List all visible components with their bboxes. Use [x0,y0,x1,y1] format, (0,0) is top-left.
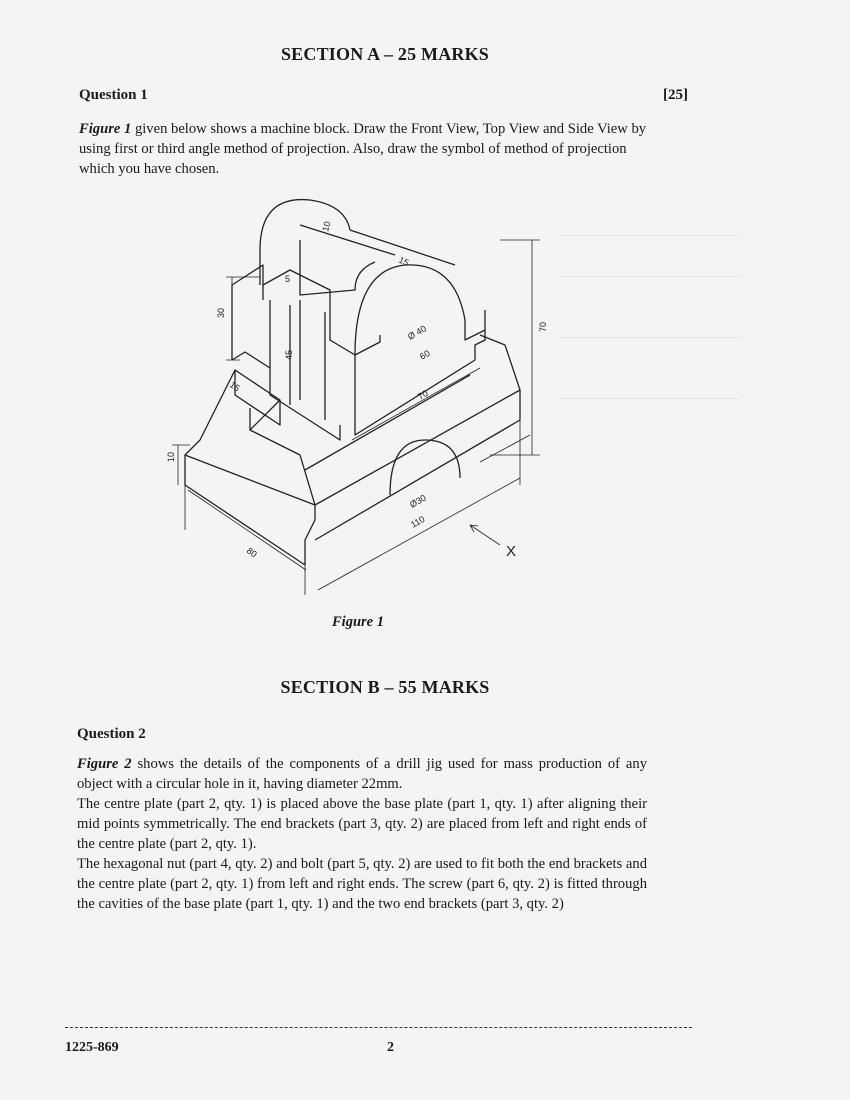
half-cylinder-side [260,240,375,295]
dim-40: Ø 40 [406,323,428,342]
half-cylinder-right [465,320,485,340]
boss-front [355,335,380,355]
dim-45: 45 [284,349,294,360]
question-2-para-1-body: shows the details of the components of a drill jig used for mass production of any object with a circular hole in it, having diameter 22mm. [77,756,647,792]
question-2-para-1 [77,754,647,794]
question-1-body: given below shows a machine block. Draw the Front View, Top View and Side View by using first or third angle method of projection. Also, draw the symbol of method of projection which you have chosen. [79,121,647,177]
question-2-para-3: The hexagonal nut (part 4, qty. 2) and bolt (part 5, qty. 2) are used to fit both the end brackets and the centre plate (part 2, qty. 1) from left and right ends. The screw (part 6, qty. 2) is fitted through the cavities of the base plate (part 1, qty. 1) and the two end brackets (part 3, qty. 2) [77,856,647,912]
base-hole [390,440,460,495]
figure-1-caption: Figure 1 [332,614,384,630]
dim-30-line [226,277,260,360]
dim-10-top: 10 [320,220,333,233]
footer-page-number: 2 [387,1040,394,1055]
base-top-edge [305,375,470,470]
view-x-label: X [506,543,517,560]
figure-1-drawing [160,190,580,600]
section-b-heading: SECTION B – 55 MARKS [280,677,490,697]
dim-5: 5 [285,274,291,284]
footer-rule [65,1027,692,1028]
half-cylinder-back [260,200,350,250]
figure-1-ref: Figure 1 [79,121,132,137]
question-2-para-2: The centre plate (part 2, qty. 1) is placed above the base plate (part 1, qty. 1) after aligning their mid points symmetrically. The end brackets (part 3, qty. 2) are placed from left and right ends of the centre plate (part 2, qty. 1). [77,796,647,852]
dim-10-base: 10 [166,451,176,462]
dim-10-base-line [172,445,190,485]
question-2-label: Question 2 [77,726,146,742]
dim-70-vertical: 70 [538,321,548,332]
dim-80-line [188,490,306,570]
upright-top [263,270,355,355]
figure-2-ref: Figure 2 [77,756,132,772]
dim-15-slot: 15 [227,379,242,394]
footer-paper-code: 1225-869 [65,1040,119,1055]
base-right-slope [505,345,520,390]
view-x-arrow [470,525,500,545]
dim-110: 110 [409,513,427,530]
show-through-text [560,225,740,525]
question-2-text [77,754,647,914]
question-1-marks: [25] [663,87,688,103]
section-a-heading: SECTION A – 25 MARKS [280,44,490,64]
upright-slot [300,300,325,420]
question-1-label: Question 1 [79,87,148,103]
dim-60: 60 [418,348,432,362]
upright-left [232,265,263,360]
ext-lines [185,420,530,595]
dim-30-hole: Ø30 [408,492,428,510]
dim-30: 30 [216,307,226,318]
dim-15-top: 15 [397,254,411,269]
question-1-text [79,119,659,179]
dim-70-len-line [352,368,480,440]
dim-80: 80 [244,545,259,560]
dim-70-length: 70 [416,388,430,402]
base-left-slope [185,370,315,505]
